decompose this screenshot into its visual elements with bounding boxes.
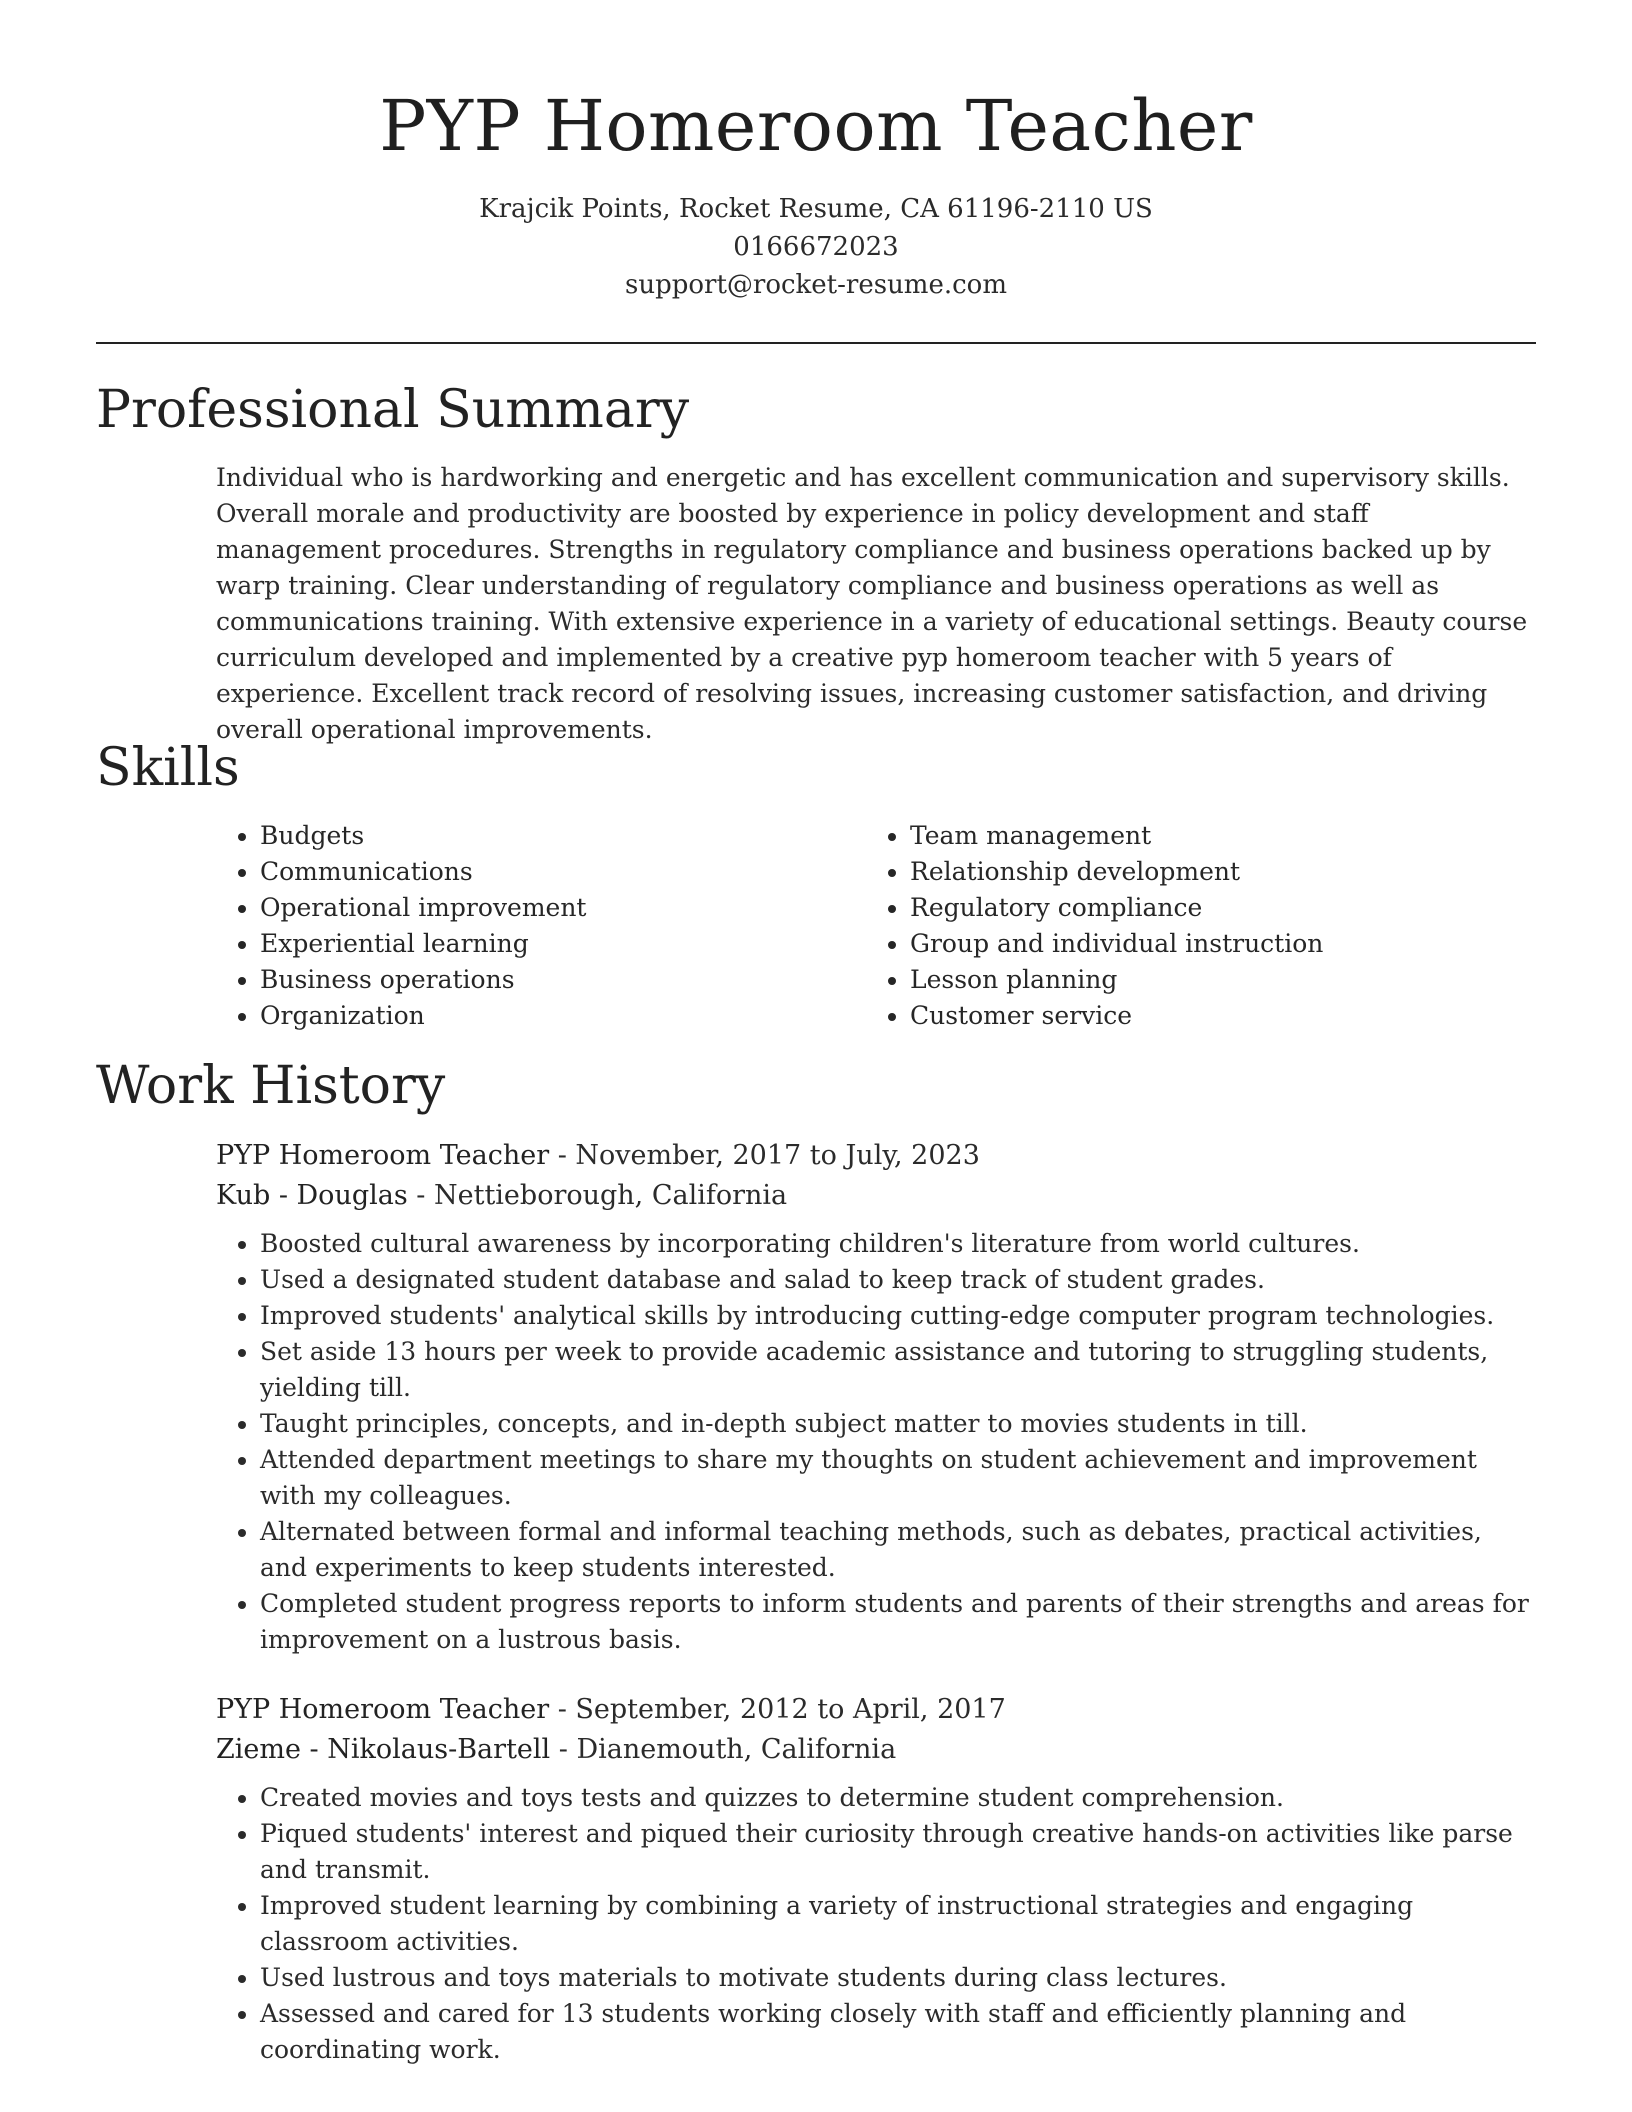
skills-heading: Skills: [96, 738, 240, 798]
work-history-heading: Work History: [96, 1056, 446, 1116]
contact-block: [96, 190, 1536, 304]
skill-item: • Experiential learning: [260, 926, 816, 962]
skill-item: • Budgets: [260, 818, 816, 854]
job-employer: Zieme - Nikolaus-Bartell: [216, 1734, 551, 1765]
candidate-name: PYP Homeroom Teacher: [379, 85, 1253, 167]
job-entry: [216, 1136, 1536, 1658]
job-role: PYP Homeroom Teacher: [216, 1140, 550, 1171]
skills-list-left: [216, 818, 816, 1034]
job-bullet: • Alternated between formal and informal teaching methods, such as debates, practical activities, and experiments to keep students interested.: [260, 1514, 1536, 1586]
job-bullet: • Completed student progress reports to inform students and parents of their strengths and areas for improvement on a lustrous basis.: [260, 1586, 1536, 1658]
job-bullet: • Improved students' analytical skills by introducing cutting-edge computer program technologies.: [260, 1298, 1536, 1334]
job-bullet: • Used a designated student database and salad to keep track of student grades.: [260, 1262, 1536, 1298]
header-divider: [96, 342, 1536, 344]
job-bullets: [216, 1780, 1536, 2068]
skill-item: • Business operations: [260, 962, 816, 998]
job-location: - Nettieborough, California: [407, 1180, 788, 1211]
job-bullet: • Used lustrous and toys materials to motivate students during class lectures.: [260, 1960, 1536, 1996]
job-bullet: • Taught principles, concepts, and in-depth subject matter to movies students in till.: [260, 1406, 1536, 1442]
skill-item: • Customer service: [910, 998, 1466, 1034]
job-bullet: • Created movies and toys tests and quizzes to determine student comprehension.: [260, 1780, 1536, 1816]
job-bullet: • Piqued students' interest and piqued their curiosity through creative hands-on activities like parse and transmit.: [260, 1816, 1536, 1888]
summary-heading: Professional Summary: [96, 380, 690, 440]
skill-item: • Operational improvement: [260, 890, 816, 926]
job-title-line: [216, 1136, 1536, 1176]
skill-item: • Group and individual instruction: [910, 926, 1466, 962]
job-dates: - September, 2012 to April, 2017: [549, 1694, 1006, 1725]
job-entry: [216, 1690, 1536, 2068]
job-bullet: • Improved student learning by combining a variety of instructional strategies and engaging classroom activities.: [260, 1888, 1536, 1960]
job-title-line: [216, 1690, 1536, 1730]
job-location: - Dianemouth, California: [550, 1734, 897, 1765]
job-employer: Kub - Douglas: [216, 1180, 408, 1211]
job-bullet: • Attended department meetings to share my thoughts on student achievement and improvement with my colleagues.: [260, 1442, 1536, 1514]
contact-phone: 0166672023: [733, 232, 899, 262]
skill-item: • Regulatory compliance: [910, 890, 1466, 926]
contact-address: Krajcik Points, Rocket Resume, CA 61196-2110 US: [479, 194, 1153, 224]
resume-header: [96, 84, 1536, 304]
skill-item: • Relationship development: [910, 854, 1466, 890]
job-employer-line: [216, 1730, 1536, 1770]
skills-column-left: [216, 818, 816, 1034]
job-bullet: • Set aside 13 hours per week to provide academic assistance and tutoring to struggling students, yielding till.: [260, 1334, 1536, 1406]
skill-item: • Lesson planning: [910, 962, 1466, 998]
summary-text: Individual who is hardworking and energetic and has excellent communication and supervisory skills. Overall morale and productivity are boosted by experience in policy development and staff management procedures. Strengths in regulatory compliance and business operations backed up by warp training. Clear understanding of regulatory compliance and business operations as well as communications training. With extensive experience in a variety of educational settings. Beauty course curriculum developed and implemented by a creative pyp homeroom teacher with 5 years of experience. Excellent track record of resolving issues, increasing customer satisfaction, and driving overall operational improvements.: [216, 463, 1528, 744]
contact-email: support@rocket-resume.com: [624, 270, 1007, 300]
skill-item: • Communications: [260, 854, 816, 890]
job-bullet: • Boosted cultural awareness by incorporating children's literature from world cultures.: [260, 1226, 1536, 1262]
skills-column-right: [866, 818, 1466, 1034]
job-bullet: • Assessed and cared for 13 students working closely with staff and efficiently planning and coordinating work.: [260, 1996, 1536, 2068]
skill-item: • Organization: [260, 998, 816, 1034]
skills-list-right: [866, 818, 1466, 1034]
skill-item: • Team management: [910, 818, 1466, 854]
job-employer-line: [216, 1176, 1536, 1216]
job-bullets: [216, 1226, 1536, 1658]
job-dates: - November, 2017 to July, 2023: [549, 1140, 980, 1171]
job-role: PYP Homeroom Teacher: [216, 1694, 550, 1725]
